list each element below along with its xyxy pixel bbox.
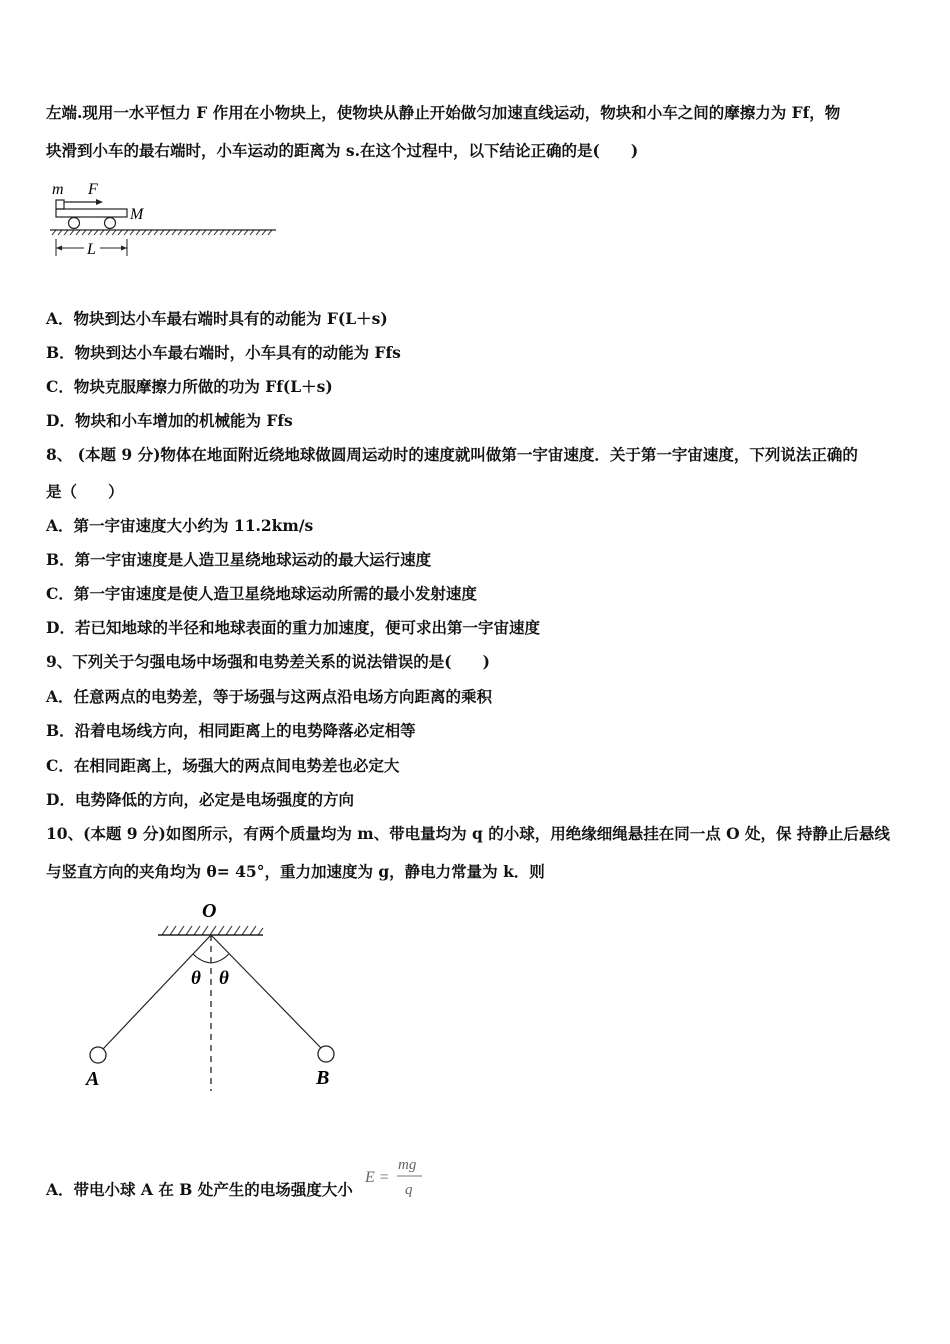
- q9-option-a: A．任意两点的电势差，等于场强与这两点沿电场方向距离的乘积: [46, 687, 493, 706]
- q10-stem-line2: 与竖直方向的夹角均为 θ= 45°，重力加速度为 g，静电力常量为 k．则: [46, 862, 545, 881]
- block-m: [56, 200, 64, 209]
- formula-numerator: mg: [398, 1157, 417, 1173]
- cart-wheel-left: [69, 218, 80, 229]
- ceiling-hatching: [162, 926, 263, 935]
- ball-B: [318, 1046, 334, 1062]
- q7-stem-line2: 块滑到小车的最右端时，小车运动的距离为 s.在这个过程中，以下结论正确的是( ): [46, 141, 639, 160]
- ball-A: [90, 1047, 106, 1063]
- label-m: m: [52, 181, 64, 198]
- label-A: A: [86, 1068, 100, 1090]
- string-B: [211, 935, 321, 1048]
- q8-option-a: A．第一宇宙速度大小约为 11.2km/s: [46, 516, 314, 535]
- formula-denominator: q: [405, 1182, 413, 1198]
- cart-M: [56, 209, 127, 217]
- label-M: M: [130, 206, 144, 223]
- q8-option-d: D．若已知地球的半径和地球表面的重力加速度，便可求出第一宇宙速度: [46, 618, 540, 637]
- q7-option-d: D．物块和小车增加的机械能为 Ffs: [46, 411, 293, 430]
- q8-option-c: C．第一宇宙速度是使人造卫星绕地球运动所需的最小发射速度: [46, 584, 477, 603]
- label-B: B: [316, 1067, 330, 1089]
- q8-stem-line1: 8、 (本题 9 分)物体在地面附近绕地球做圆周运动时的速度就叫做第一宇宙速度．关于第一宇宙速度，下列说法正确的: [46, 445, 858, 464]
- angle-arc-right: [211, 954, 229, 963]
- q9-option-d: D．电势降低的方向，必定是电场强度的方向: [46, 790, 354, 809]
- label-L: L: [87, 241, 96, 258]
- q7-option-a: A．物块到达小车最右端时具有的动能为 F(L＋s): [46, 309, 388, 328]
- q8-stem-line2: 是（ ）: [46, 482, 124, 501]
- force-arrowhead: [96, 199, 103, 205]
- q10-stem-line1: 10、(本题 9 分)如图所示，有两个质量均为 m、带电量均为 q 的小球，用绝缘细绳悬挂在同一点 O 处，保 持静止后悬线: [46, 824, 890, 843]
- cart-wheel-right: [105, 218, 116, 229]
- q10-option-a: A．带电小球 A 在 B 处产生的电场强度大小: [46, 1180, 353, 1199]
- q7-option-c: C．物块克服摩擦力所做的功为 Ff(L＋s): [46, 377, 333, 396]
- q7-stem-line1: 左端.现用一水平恒力 F 作用在小物块上，使物块从静止开始做匀加速直线运动，物块和小车之间的摩擦力为 Ff，物: [46, 103, 841, 122]
- cart-figure: [46, 178, 281, 263]
- q9-stem: 9、下列关于匀强电场中场强和电势差关系的说法错误的是( ): [46, 652, 490, 671]
- ground-hatching: [52, 230, 272, 235]
- label-O: O: [202, 900, 217, 922]
- formula-lhs: E =: [365, 1169, 390, 1186]
- pendulum-figure: [70, 893, 370, 1098]
- option-a-formula: [362, 1152, 432, 1204]
- q9-option-c: C．在相同距离上，场强大的两点间电势差也必定大: [46, 756, 400, 775]
- q9-option-b: B．沿着电场线方向，相同距离上的电势降落必定相等: [46, 721, 416, 740]
- angle-arc-left: [193, 954, 211, 963]
- label-theta-left: θ: [191, 968, 201, 989]
- q8-option-b: B．第一宇宙速度是人造卫星绕地球运动的最大运行速度: [46, 550, 432, 569]
- string-A: [103, 935, 211, 1049]
- q7-option-b: B．物块到达小车最右端时，小车具有的动能为 Ffs: [46, 343, 401, 362]
- label-F: F: [88, 181, 98, 198]
- label-theta-right: θ: [219, 968, 229, 989]
